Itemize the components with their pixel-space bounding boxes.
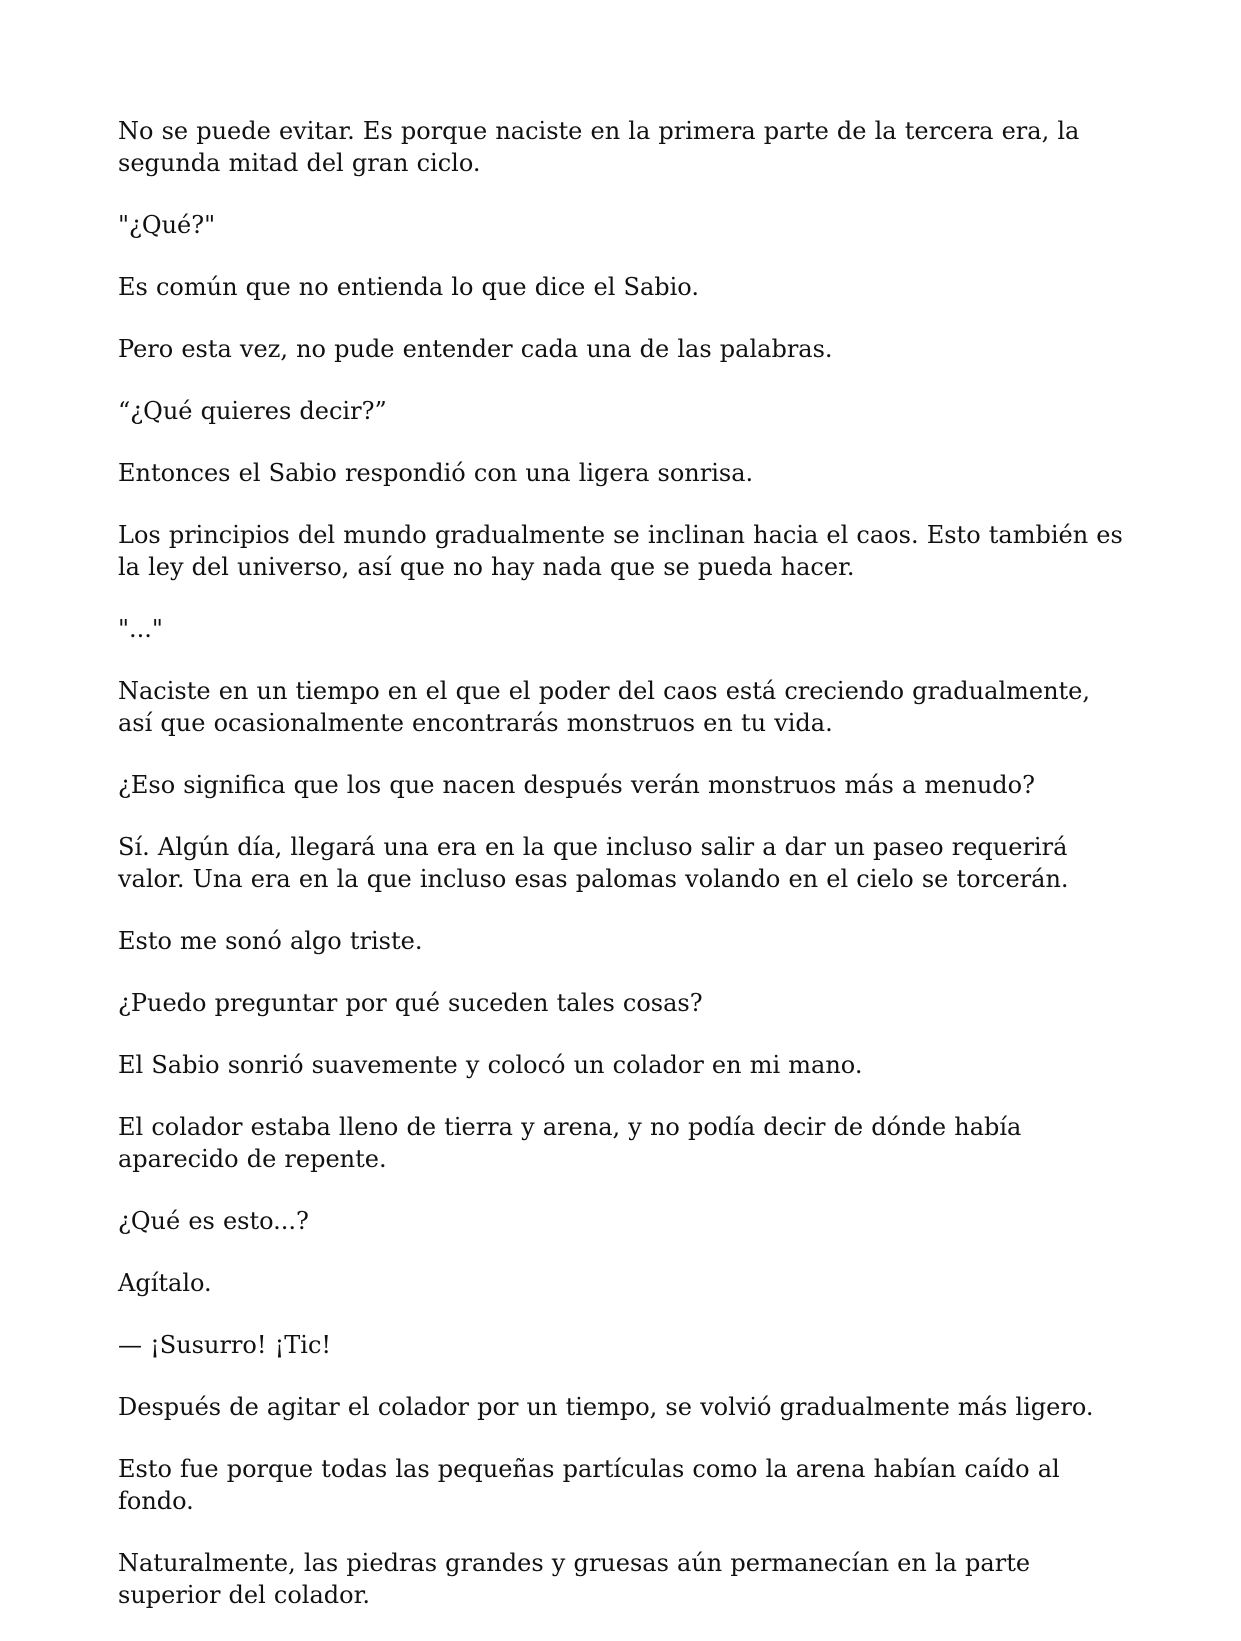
paragraph: Pero esta vez, no pude entender cada una de las palabras. <box>118 335 833 363</box>
paragraph: El Sabio sonrió suavemente y colocó un colador en mi mano. <box>118 1051 863 1079</box>
paragraph: Esto me sonó algo triste. <box>118 927 423 955</box>
paragraph: "..." <box>118 615 163 643</box>
paragraph: — ¡Susurro! ¡Tic! <box>118 1331 332 1359</box>
paragraph: Esto fue porque todas las pequeñas partículas como la arena habían caído al fondo. <box>118 1455 1060 1515</box>
paragraph: “¿Qué quieres decir?” <box>118 397 387 425</box>
paragraph: Entonces el Sabio respondió con una ligera sonrisa. <box>118 459 754 487</box>
paragraph: ¿Eso significa que los que nacen después verán monstruos más a menudo? <box>118 771 1035 799</box>
paragraph: El colador estaba lleno de tierra y arena, y no podía decir de dónde había aparecido de repente. <box>118 1113 1022 1173</box>
paragraph: Sí. Algún día, llegará una era en la que incluso salir a dar un paseo requerirá valor. Una era en la que incluso esas palomas volando en el cielo se torcerán. <box>118 833 1069 893</box>
paragraph: ¿Qué es esto...? <box>118 1207 309 1235</box>
paragraph: ¿Puedo preguntar por qué suceden tales cosas? <box>118 989 703 1017</box>
paragraph: Agítalo. <box>118 1269 212 1297</box>
document-body <box>118 115 1130 1641</box>
paragraph: "¿Qué?" <box>118 211 216 239</box>
paragraph: Los principios del mundo gradualmente se inclinan hacia el caos. Esto también es la ley del universo, así que no hay nada que se pueda hacer. <box>118 521 1123 581</box>
paragraph: Naturalmente, las piedras grandes y gruesas aún permanecían en la parte superior del colador. <box>118 1549 1031 1609</box>
paragraph: Después de agitar el colador por un tiempo, se volvió gradualmente más ligero. <box>118 1393 1094 1421</box>
paragraph: No se puede evitar. Es porque naciste en la primera parte de la tercera era, la segunda mitad del gran ciclo. <box>118 117 1080 177</box>
paragraph: Naciste en un tiempo en el que el poder del caos está creciendo gradualmente, así que ocasionalmente encontrarás monstruos en tu vida. <box>118 677 1091 737</box>
paragraph: Es común que no entienda lo que dice el Sabio. <box>118 273 699 301</box>
